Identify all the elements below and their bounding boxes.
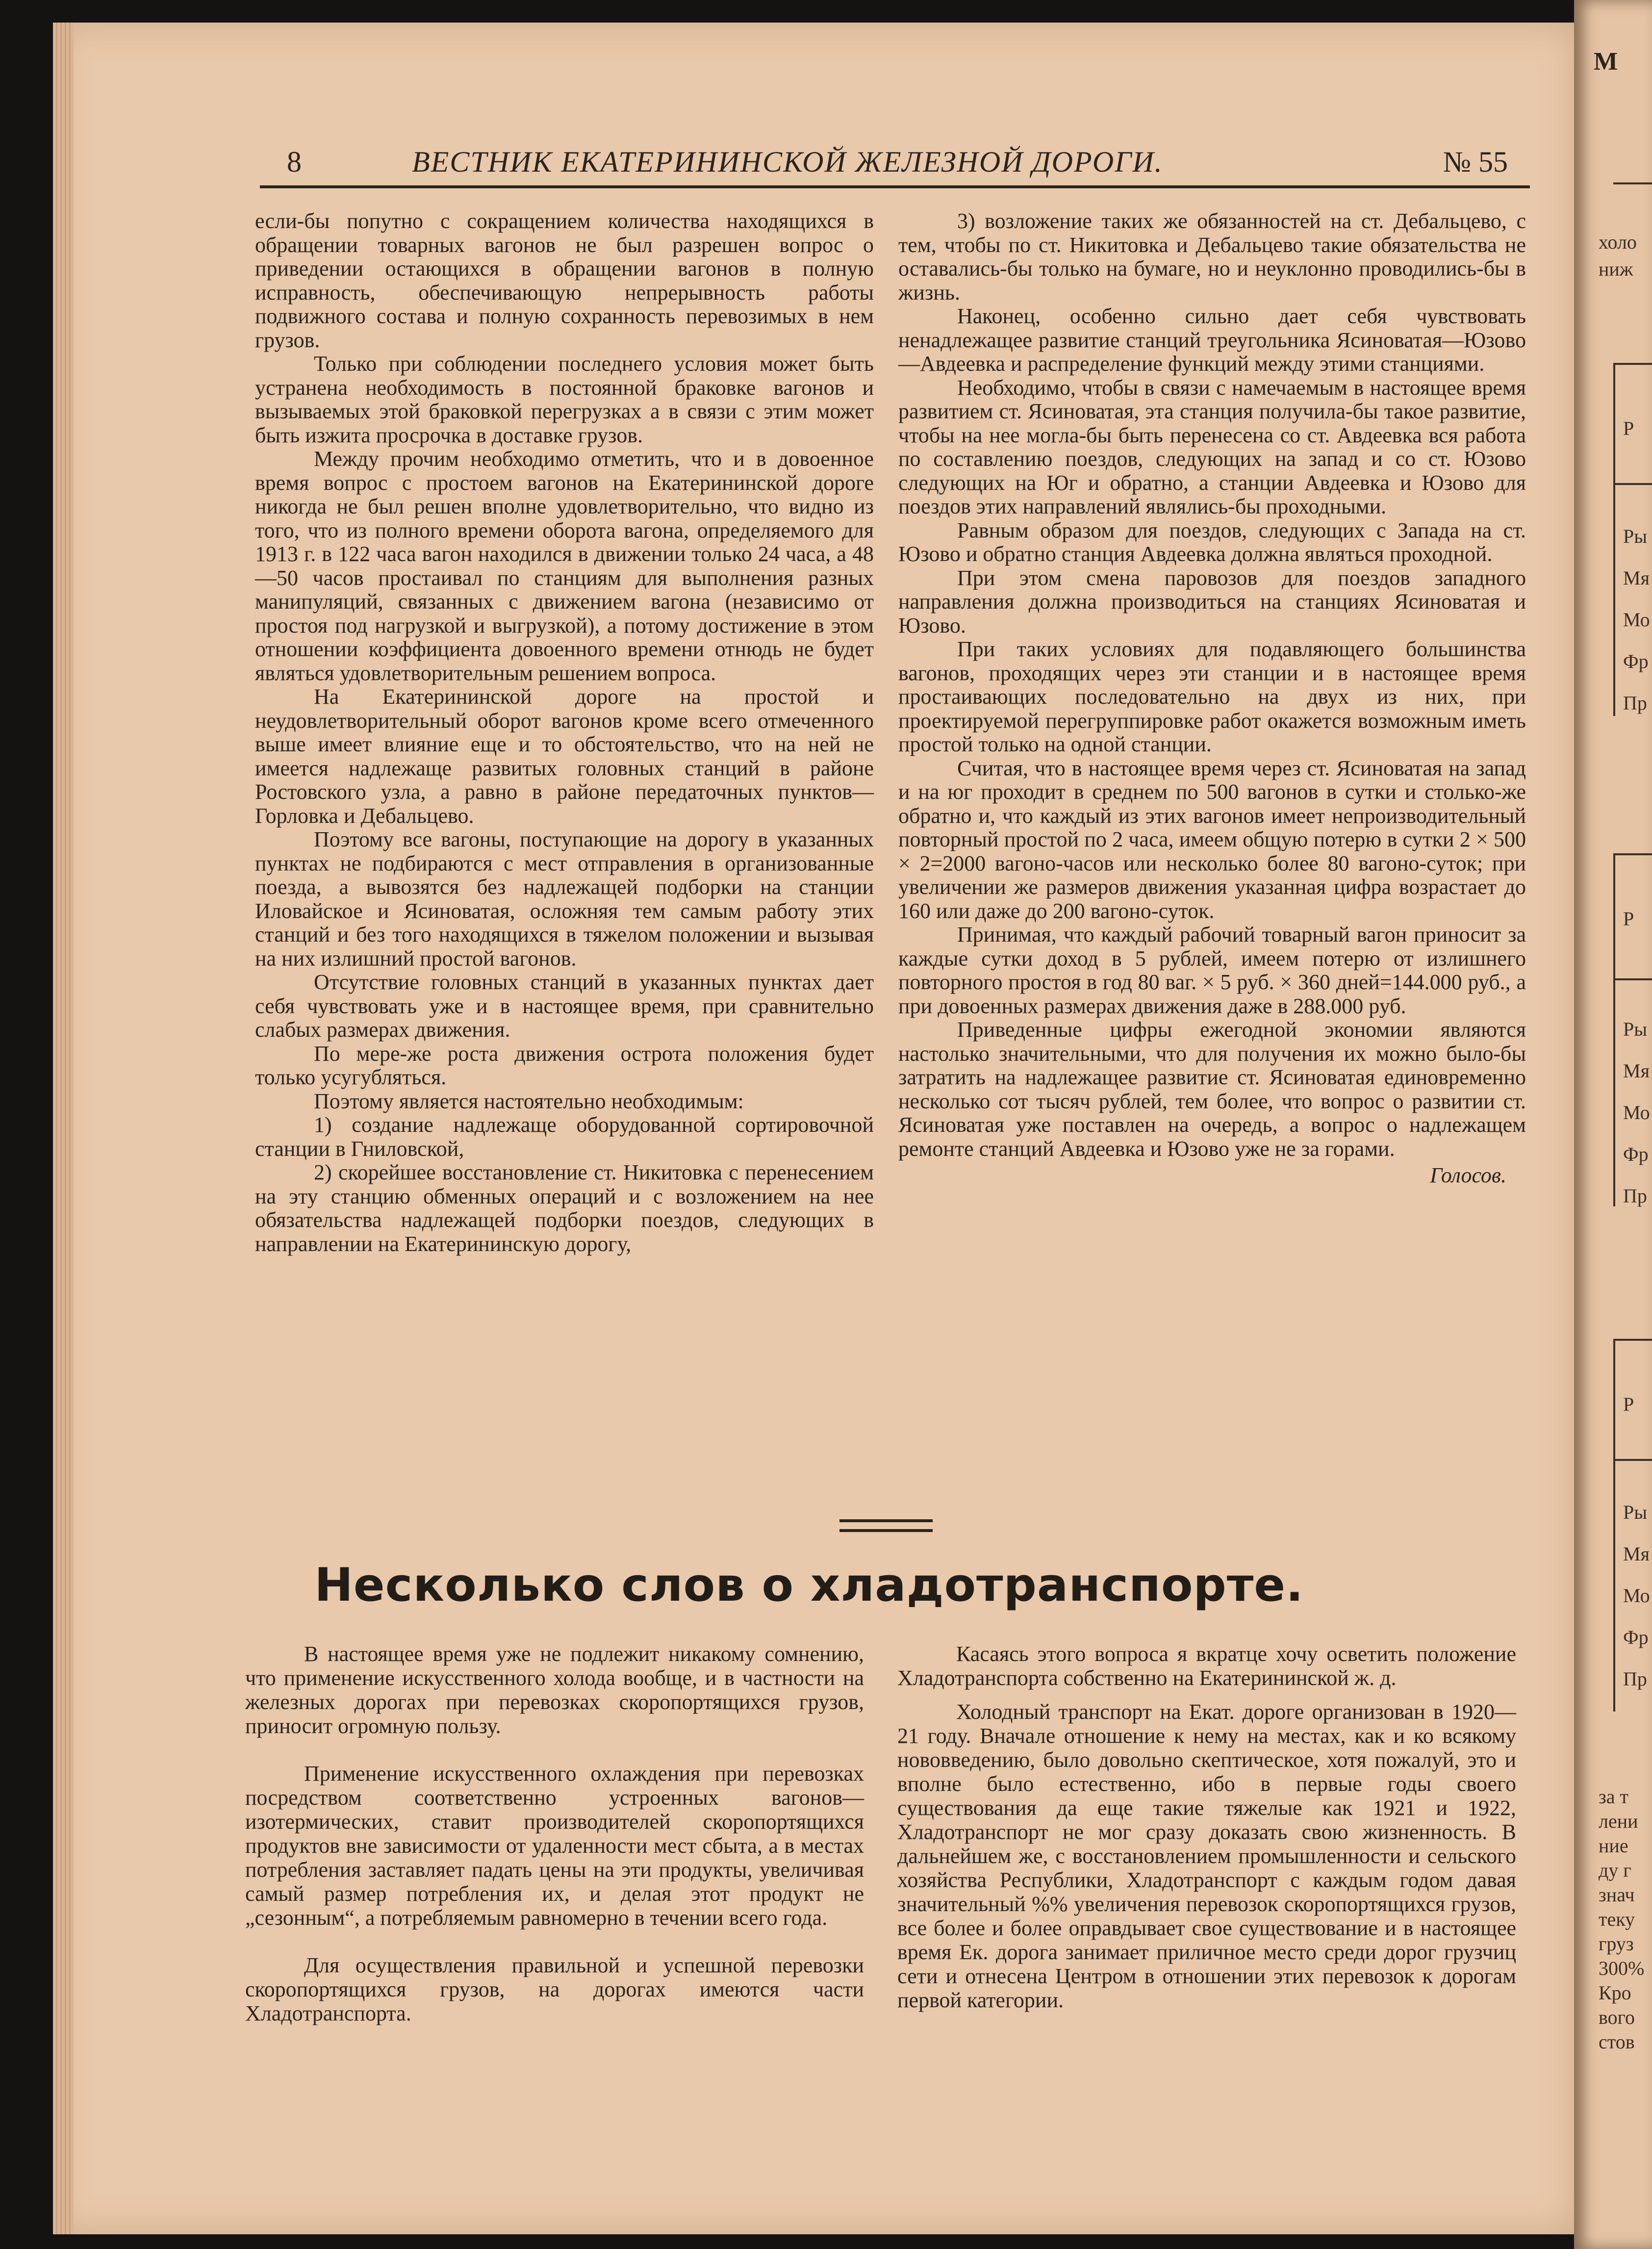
next-page-table-cell: Р bbox=[1623, 417, 1634, 439]
next-page-table-rule bbox=[1613, 483, 1652, 485]
next-page-table-cell: Ры bbox=[1623, 1501, 1648, 1523]
next-page-line: ниж bbox=[1599, 258, 1633, 280]
author-signature: Голосов. bbox=[1430, 1163, 1506, 1187]
paragraph: Принимая, что каждый рабочий товарный вагон приносит за каждые сутки доход в 5 рублей, имеем потерю от излишнего повторного простоя в год 80 ваг. × 5 руб. × 360 дней=144.000 руб., а при довоенных размерах движения даже в 288.000 руб. bbox=[898, 922, 1526, 1018]
next-page-table-cell: Ры bbox=[1623, 525, 1648, 547]
next-page-table-cell: Пр bbox=[1623, 692, 1647, 714]
next-page-table-cell: Пр bbox=[1623, 1185, 1647, 1207]
next-page-table-rule bbox=[1613, 363, 1652, 365]
next-page-table-rule bbox=[1613, 1339, 1652, 1341]
next-page-table-cell: Мо bbox=[1623, 1101, 1650, 1124]
paragraph: Отсутствие головных станций в указанных пунктах дает себя чувствовать уже и в настоящее время, при сравнительно слабых размерах движения. bbox=[255, 970, 874, 1042]
next-page-line: холо bbox=[1599, 231, 1637, 253]
next-page-line: Кро bbox=[1599, 1982, 1631, 2004]
article-headline: Несколько слов о хладотранспорте. bbox=[314, 1559, 1304, 1612]
next-page-table-cell: Мя bbox=[1623, 1543, 1650, 1565]
paragraph: Считая, что в настоящее время через ст. Ясиноватая на запад и на юг проходит в среднем по 500 вагонов в сутки и столько-же обратно и, что каждый из этих вагонов имеет непроизводительный повторный простой по 2 часа, имеем общую потерю в сутки 2 × 500 × 2=2000 вагоно-часов или несколько более 80 вагоно-суток; при увеличении же размеров движения указанная цифра возрастает до 160 или даже до 200 вагоно-суток. bbox=[898, 756, 1526, 923]
next-page-line: ду г bbox=[1599, 1859, 1631, 1881]
list-item: 1) создание надлежаще оборудованной сортировочной станции в Гниловской, bbox=[255, 1113, 874, 1161]
next-page-fold bbox=[1574, 0, 1652, 2249]
next-page-table-cell: Мо bbox=[1623, 1585, 1650, 1607]
next-page-line: стов bbox=[1599, 2031, 1635, 2053]
next-page-header-fragment: М bbox=[1594, 48, 1618, 76]
paragraph: Равным образом для поездов, следующих с Запада на ст. Юзово и обратно станция Авдеевка должна являться проходной. bbox=[898, 518, 1526, 566]
article2-right-column bbox=[897, 1642, 1516, 2012]
paragraph: Между прочим необходимо отметить, что и в довоенное время вопрос с простоем вагонов на Екатерининской дороге никогда не был решен вполне удовлетворительно, что видно из того, что из полного времени оборота вагона, определяемого для 1913 г. в 122 часа вагон находился в движении только 24 часа, а 48—50 часов простаивал по станциям для выполнения разных манипуляций, связанных с движением вагона (независимо от простоя под нагрузкой и выгрузкой), а потому достижение в этом отношении коэффициента довоенного времени отнюдь не будет являться удовлетворительным решением вопроса. bbox=[255, 447, 874, 685]
paragraph: Поэтому все вагоны, поступающие на дорогу в указанных пунктах не подбираются с мест отправления в организованные поезда, а вывозятся без надлежащей подборки на станции Иловайское и Ясиноватая, осложняя тем самым работу этих станций и без того находящихся в тяжелом положении и вызывая на них излишний простой вагонов. bbox=[255, 827, 874, 971]
header-rule bbox=[260, 185, 1530, 188]
next-page-table-cell: Ры bbox=[1623, 1018, 1648, 1040]
paragraph: Для осуществления правильной и успешной перевозки скоропортящихся грузов, на дорогах имеются части Хладотранспорта. bbox=[245, 1953, 864, 2025]
journal-title: ВЕСТНИК ЕКАТЕРИНИНСКОЙ ЖЕЛЕЗНОЙ ДОРОГИ. bbox=[412, 146, 1163, 178]
next-page-table-cell: Мя bbox=[1623, 567, 1650, 589]
paragraph: По мере-же роста движения острота положения будет только усугубляться. bbox=[255, 1041, 874, 1089]
next-page-table-cell: Р bbox=[1623, 908, 1634, 930]
section-separator bbox=[839, 1529, 933, 1532]
next-page-table-cell: Пр bbox=[1623, 1668, 1647, 1690]
next-page-line: ние bbox=[1599, 1835, 1628, 1857]
paragraph: Приведенные цифры ежегодной экономии являются настолько значительными, что для получения их можно было-бы затратить на надлежащее развитие ст. Ясиноватая единовременно несколько сот тысяч рублей, тем более, что вопрос о развитии ст. Ясиноватая уже поставлен на очередь, а вопрос о надлежащем ремонте станций Авдеевка и Юзово уже не за горами. bbox=[898, 1018, 1526, 1161]
next-page-line: вого bbox=[1599, 2006, 1635, 2028]
next-page-table-cell: Фр bbox=[1623, 650, 1649, 672]
next-page-line: 300% bbox=[1599, 1957, 1645, 1979]
next-page-table-rule bbox=[1613, 853, 1652, 855]
paragraph: Холодный транспорт на Екат. дороге организован в 1920—21 году. Вначале отношение к нему на местах, как и ко всякому нововведению, было довольно скептическое, хотя пожалуй, это и вполне было естественно, ибо в первые годы своего существования да еще такие тяжелые как 1921 и 1922, Хладотранспорт не мог сразу доказать свою жизненность. В дальнейшем же, с восстановлением промышленности и сельского хозяйства Республики, Хладотранспорт с каждым годом давая значительный %% увеличения перевозок скоропортящихся грузов, все более и более оправдывает свое существование и в настоящее время Ек. дорога занимает приличное место среди дорог грузчиц сети и отнесена Центром в отношении этих перевозок к дорогам первой категории. bbox=[897, 1700, 1516, 2012]
paragraph: Только при соблюдении последнего условия может быть устранена необходимость в постоянной браковке вагонов и вызываемых этой браковкой перегрузках а в связи с этим может быть изжита просрочка в доставке грузов. bbox=[255, 352, 874, 447]
paragraph: Необходимо, чтобы в связи с намечаемым в настоящее время развитием ст. Ясиноватая, эта станция получила-бы такое развитие, чтобы на нее могла-бы быть перенесена со ст. Авдеевка вся работа по составлению поездов, следующих на запад и со ст. Юзово следующих на Юг и обратно, а станции Авдеевка и Юзово для поездов этих направлений являлись-бы проходными. bbox=[898, 375, 1526, 518]
section-separator bbox=[839, 1519, 933, 1522]
running-header bbox=[260, 142, 1535, 181]
next-page-line: за т bbox=[1599, 1786, 1629, 1808]
list-item: 2) скорейшее восстановление ст. Никитовка с перенесением на эту станцию обменных операций и с возложением на нее обязательства надлежащей подборки поездов, следующих в направлении на Екатерининскую дорогу, bbox=[255, 1160, 874, 1256]
article2-left-column bbox=[245, 1642, 864, 2025]
paragraph: если-бы попутно с сокращением количества находящихся в обращении товарных вагонов не был разрешен вопрос о приведении остающихся в обращении вагонов в полную исправность, обеспечивающую непрерывность работы подвижного состава и полную сохранность перевозимых в нем грузов. bbox=[255, 209, 874, 352]
page-stack-edge bbox=[53, 23, 74, 2234]
paragraph: Наконец, особенно сильно дает себя чувствовать ненадлежащее развитие станций треугольника Ясиноватая—Юзово—Авдеевка и распределение функций между этими станциями. bbox=[898, 304, 1526, 376]
list-item: 3) возложение таких же обязанностей на ст. Дебальцево, с тем, чтобы по ст. Никитовка и Дебальцево такие обязательства не оставались-бы только на бумаге, но и неуклонно проводились-бы в жизнь. bbox=[898, 209, 1526, 305]
next-page-line: груз bbox=[1599, 1933, 1634, 1955]
paragraph: При этом смена паровозов для поездов западного направления должна производиться на станциях Ясиноватая и Юзово. bbox=[898, 565, 1526, 638]
next-page-table-cell: Мя bbox=[1623, 1060, 1650, 1082]
page-number: 8 bbox=[287, 146, 302, 178]
article1-left-column bbox=[255, 209, 874, 1256]
next-page-table-cell: Мо bbox=[1623, 609, 1650, 631]
paragraph: Применение искусственного охлаждения при перевозках посредством соответственно устроенных вагонов—изотермических, ставит производителей скоропортящихся продуктов вне зависимости от удаленности мест сбыта, а в местах потребления заставляет падать цены на эти продукты, увеличивая самый размер потребления их, и делая этот продукт не „сезонным“, а потребляемым равномерно в течении всего года. bbox=[245, 1762, 864, 1930]
next-page-table-rule bbox=[1613, 978, 1652, 980]
next-page-line: теку bbox=[1599, 1908, 1635, 1930]
next-page-table-cell: Фр bbox=[1623, 1143, 1649, 1165]
paragraph: На Екатерининской дороге на простой и неудовлетворительный оборот вагонов кроме всего отмеченного выше имеет влияние еще и то обстоятельство, что на ней не имеется надлежаще развитых головных станций в районе Ростовского узла, а равно в районе передаточных пунктов—Горловка и Дебальцево. bbox=[255, 685, 874, 828]
paragraph: В настоящее время уже не подлежит никакому сомнению, что применение искусственного холода вообще, и в частности на железных дорогах при перевозках скоропортящихся грузов, приносит огромную пользу. bbox=[245, 1642, 864, 1738]
next-page-table-rule bbox=[1613, 1459, 1652, 1461]
next-page-line: знач bbox=[1599, 1884, 1635, 1906]
paragraph: Касаясь этого вопроса я вкратце хочу осветить положение Хладотранспорта собственно на Екатерининской ж. д. bbox=[897, 1642, 1516, 1690]
next-page-table-cell: Фр bbox=[1623, 1626, 1649, 1648]
paragraph: Поэтому является настоятельно необходимым: bbox=[314, 1089, 744, 1113]
paragraph: При таких условиях для подавляющего большинства вагонов, проходящих через эти станции и в настоящее время простаивающих последовательно на двух из них, при проектируемой перегруппировке работ окажется возможным иметь простой только на одной станции. bbox=[898, 637, 1526, 756]
next-page-line: лени bbox=[1599, 1810, 1638, 1832]
next-page-table-cell: Р bbox=[1623, 1393, 1634, 1415]
issue-number: № 55 bbox=[1443, 146, 1508, 178]
next-page-header-rule bbox=[1613, 182, 1652, 184]
article1-right-column bbox=[898, 209, 1526, 1188]
